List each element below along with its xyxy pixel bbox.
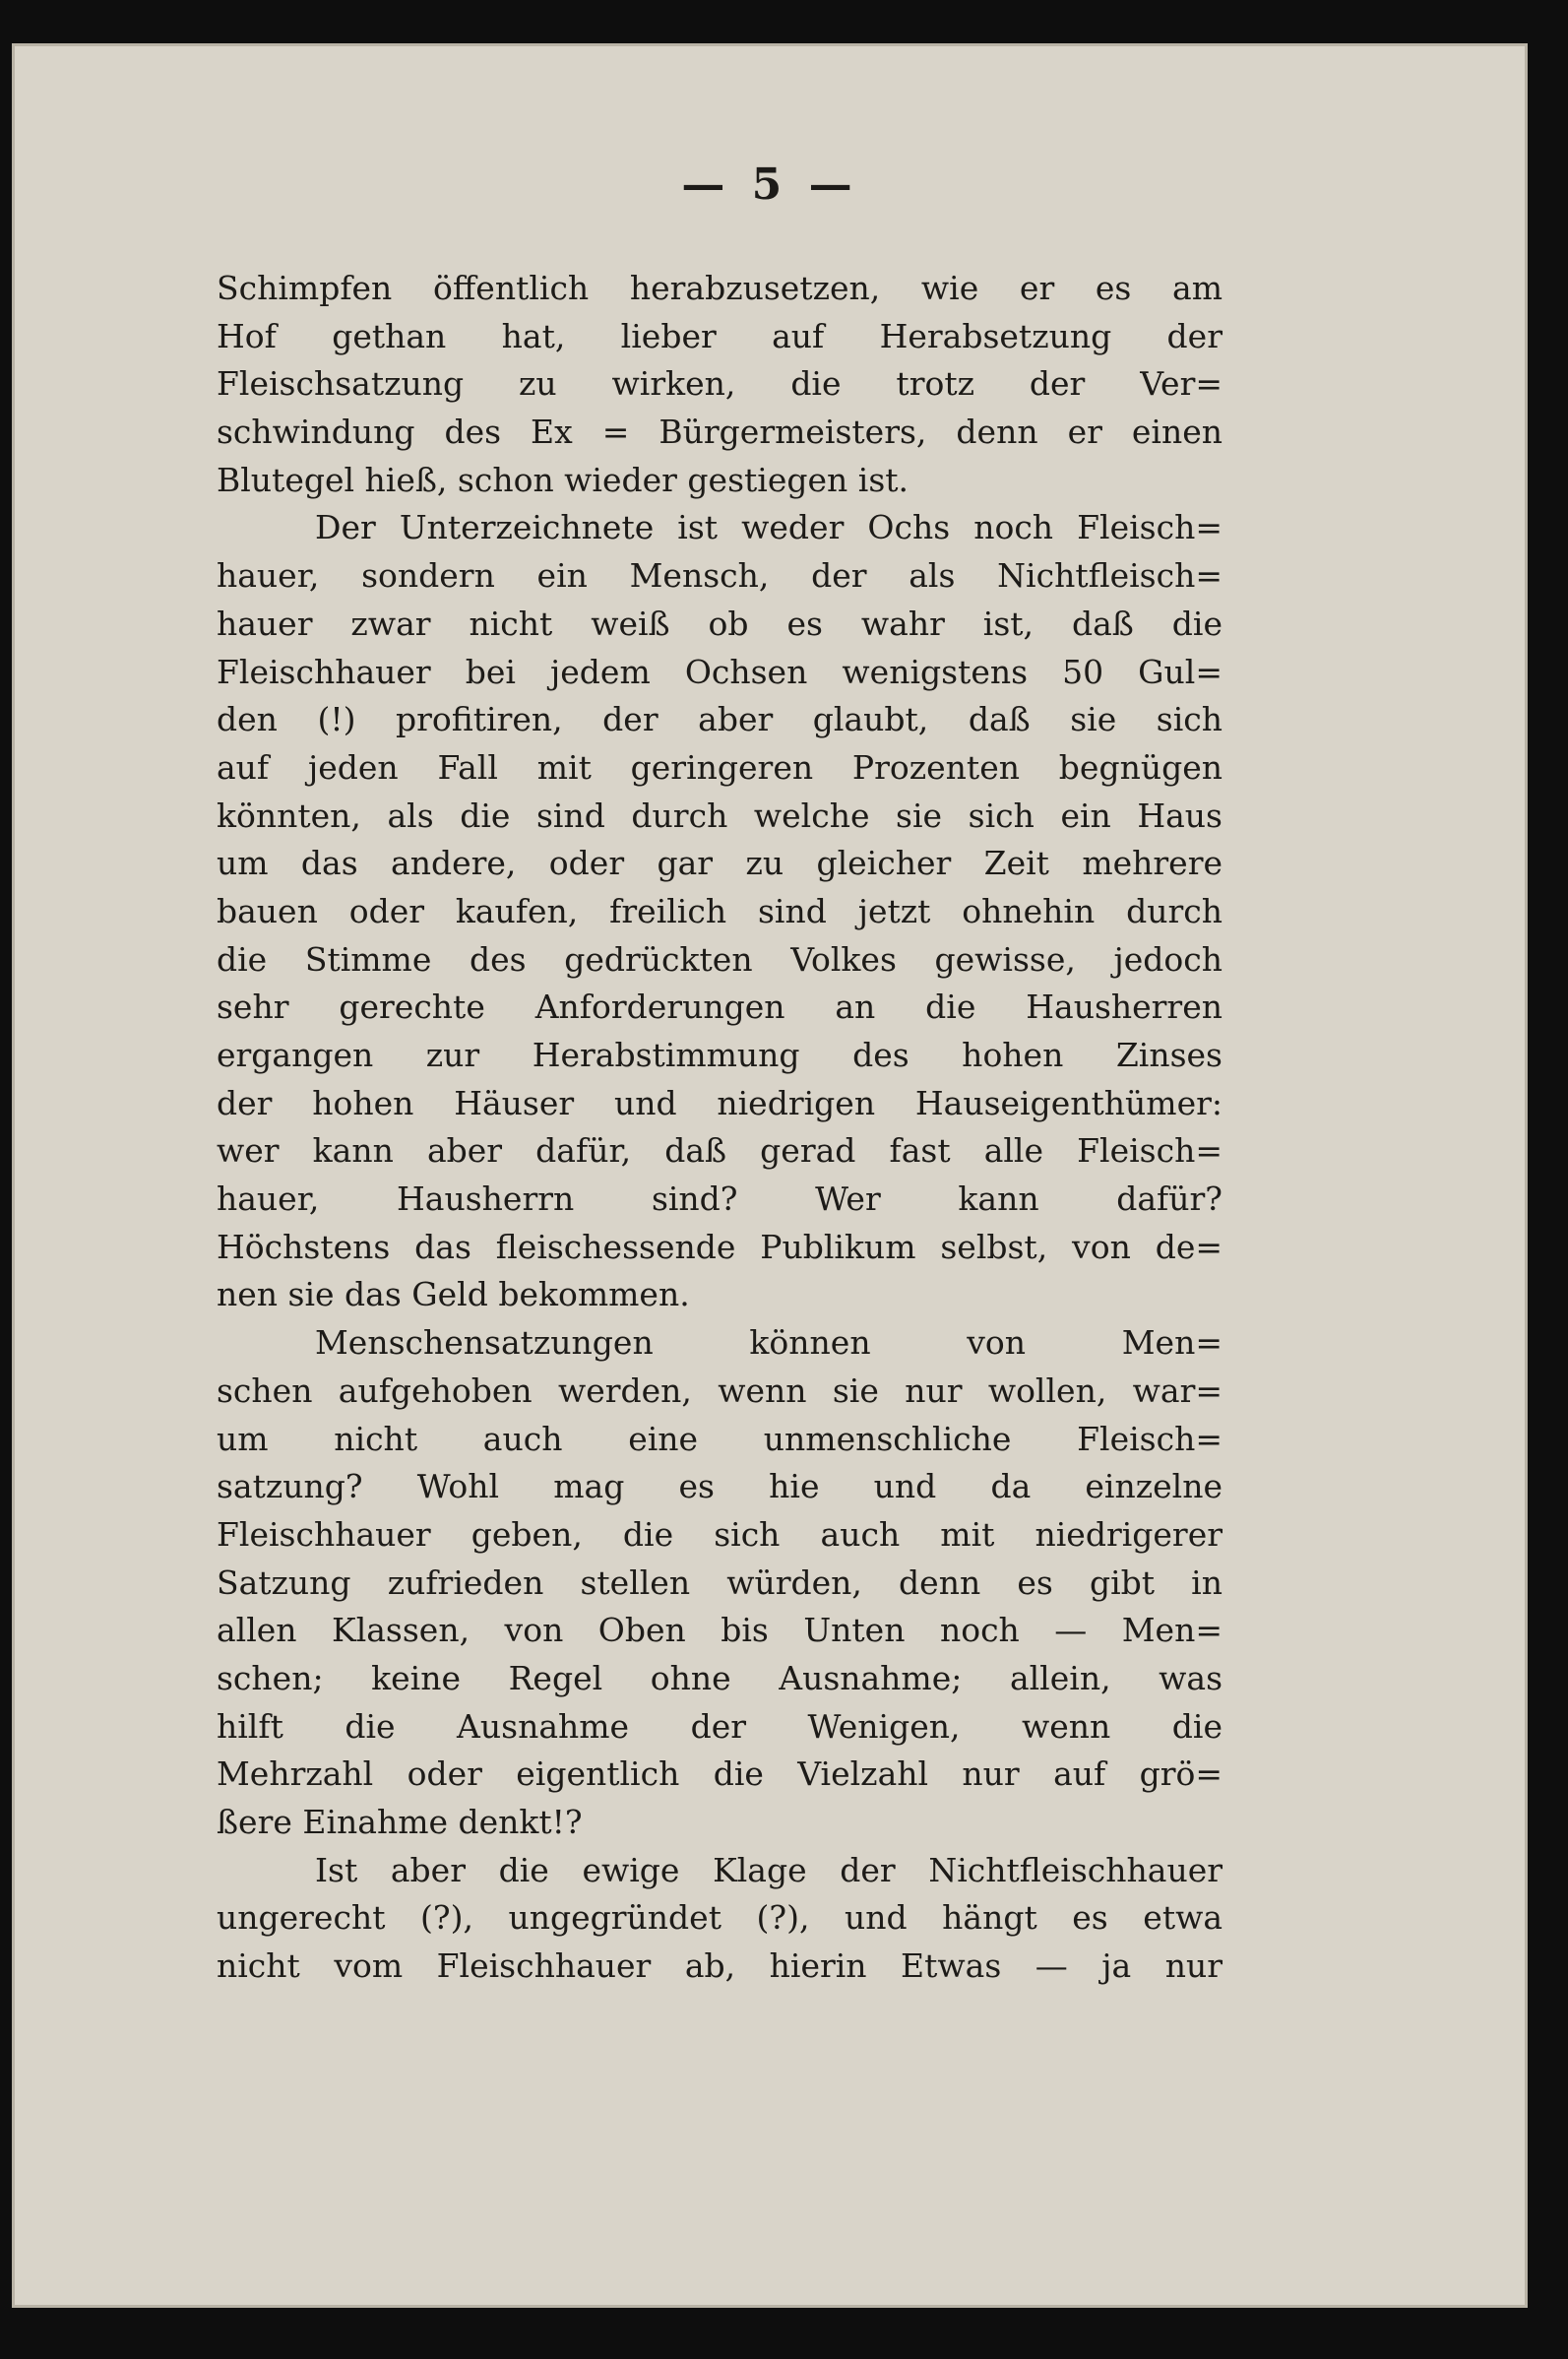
text-line: satzung? Wohl mag es hie und da einzelne <box>217 1467 1223 1506</box>
text-line: hilft die Ausnahme der Wenigen, wenn die <box>217 1706 1223 1746</box>
text-line: Ist aber die ewige Klage der Nichtfleischhauer <box>315 1850 1223 1889</box>
text-line: Menschensatzungen können von Men= <box>315 1323 1223 1363</box>
text-line: schen aufgehoben werden, wenn sie nur wollen, war= <box>217 1371 1223 1410</box>
body-text <box>217 265 1223 1991</box>
text-line: Der Unterzeichnete ist weder Ochs noch Fleisch= <box>315 508 1223 547</box>
text-line: bauen oder kaufen, freilich sind jetzt ohnehin durch <box>217 891 1223 930</box>
text-line: hauer, Hausherrn sind? Wer kann dafür? <box>217 1180 1223 1219</box>
text-line: nen sie das Geld bekommen. <box>217 1275 690 1314</box>
text-line: der hohen Häuser und niedrigen Hauseigenthümer: <box>217 1083 1223 1122</box>
text-line: wer kann aber dafür, daß gerad fast alle Fleisch= <box>217 1131 1223 1171</box>
text-line: die Stimme des gedrückten Volkes gewisse, jedoch <box>217 939 1223 979</box>
text-line: Fleischsatzung zu wirken, die trotz der Ver= <box>217 364 1223 404</box>
text-line: Fleischhauer bei jedem Ochsen wenigstens 50 Gul= <box>217 652 1223 691</box>
text-line: um nicht auch eine unmenschliche Fleisch= <box>217 1419 1223 1458</box>
text-line: Satzung zufrieden stellen würden, denn es gibt in <box>217 1562 1223 1602</box>
text-line: Blutegel hieß, schon wieder gestiegen ist. <box>217 460 909 499</box>
document-page <box>12 43 1528 2308</box>
text-line: schwindung des Ex = Bürgermeisters, denn er einen <box>217 413 1223 452</box>
text-line: den (!) profitiren, der aber glaubt, daß sie sich <box>217 700 1223 739</box>
text-line: schen; keine Regel ohne Ausnahme; allein, was <box>217 1658 1223 1697</box>
text-line: allen Klassen, von Oben bis Unten noch — Men= <box>217 1611 1223 1650</box>
text-line: Schimpfen öffentlich herabzusetzen, wie er es am <box>217 269 1223 307</box>
page-number: — 5 — <box>681 159 858 210</box>
text-line: ßere Einahme denkt!? <box>217 1803 583 1841</box>
text-line: ergangen zur Herabstimmung des hohen Zinses <box>217 1036 1223 1074</box>
text-line: um das andere, oder gar zu gleicher Zeit mehrere <box>217 844 1223 883</box>
text-line: hauer, sondern ein Mensch, der als Nichtfleisch= <box>217 556 1223 596</box>
text-line: sehr gerechte Anforderungen an die Hausherren <box>217 988 1223 1027</box>
text-line: Hof gethan hat, lieber auf Herabsetzung der <box>217 316 1223 355</box>
text-line: auf jeden Fall mit geringeren Prozenten begnügen <box>217 747 1223 787</box>
text-line: Fleischhauer geben, die sich auch mit niedrigerer <box>217 1514 1223 1554</box>
text-line: Höchstens das fleischessende Publikum selbst, von de= <box>217 1227 1223 1266</box>
text-line: hauer zwar nicht weiß ob es wahr ist, daß die <box>217 604 1223 643</box>
text-line: könnten, als die sind durch welche sie sich ein Haus <box>217 796 1223 835</box>
text-line: Mehrzahl oder eigentlich die Vielzahl nur auf grö= <box>217 1754 1223 1794</box>
text-line: ungerecht (?), ungegründet (?), und hängt es etwa <box>217 1898 1223 1938</box>
text-line: nicht vom Fleischhauer ab, hierin Etwas — ja nur <box>217 1946 1223 1986</box>
